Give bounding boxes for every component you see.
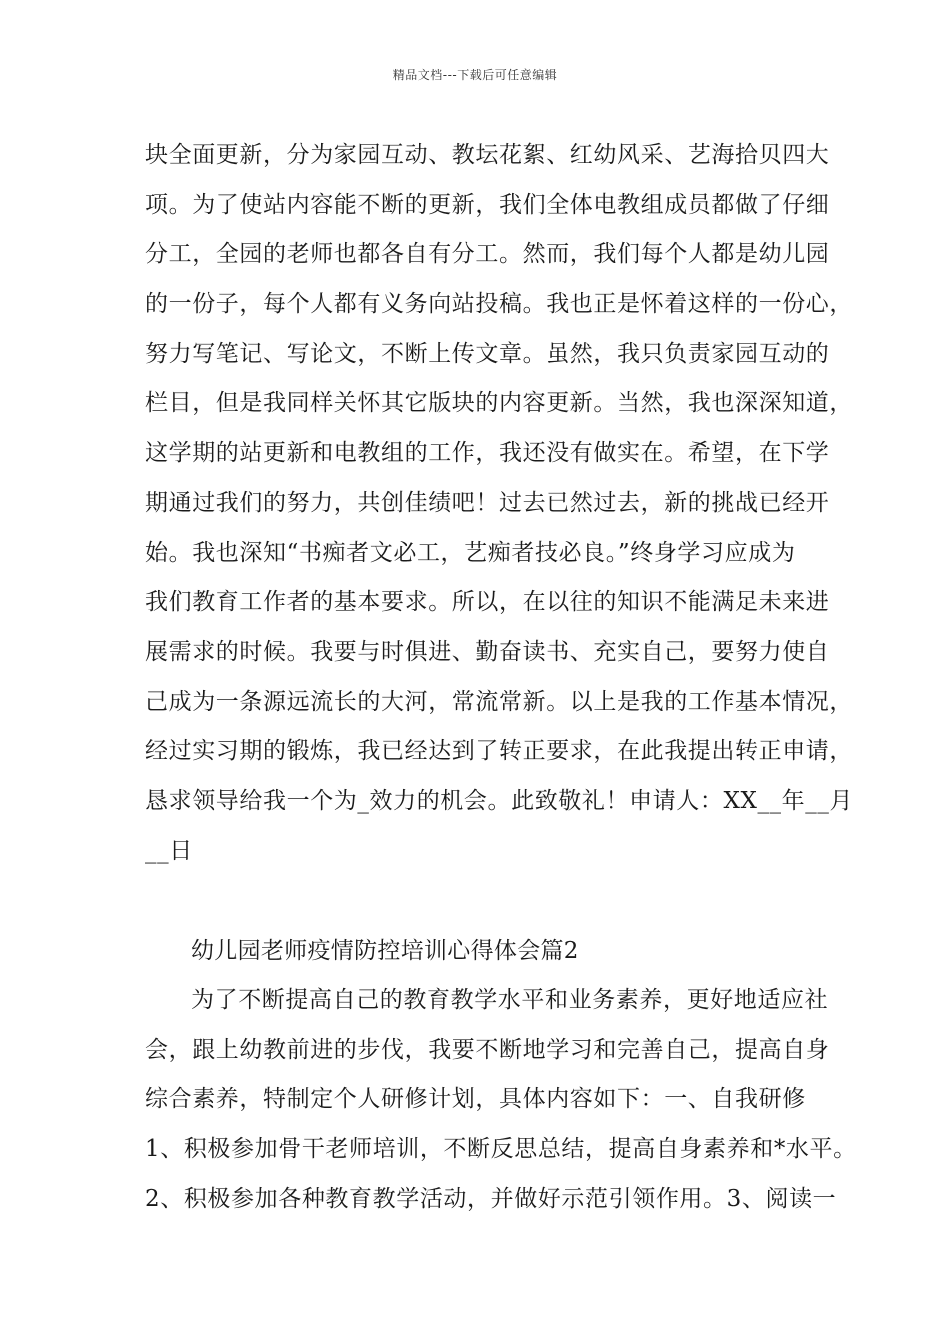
text-line: 栏目，但是我同样关怀其它版块的内容更新。当然，我也深深知道， xyxy=(145,390,853,417)
text-line: 的一份子，每个人都有义务向站投稿。我也正是怀着这样的一份心， xyxy=(145,291,853,318)
section-paragraph xyxy=(145,976,857,1224)
text-line: 我们教育工作者的基本要求。所以，在以往的知识不能满足未来进 xyxy=(145,589,830,616)
text-line: 2、积极参加各种教育教学活动，并做好示范引领作用。3、阅读一 xyxy=(145,1185,837,1212)
text-line: 分工，全园的老师也都各自有分工。然而，我们每个人都是幼儿园 xyxy=(145,241,830,268)
text-line: 会，跟上幼教前进的步伐，我要不断地学习和完善自己，提高自身 xyxy=(145,1036,830,1063)
text-line: 己成为一条源远流长的大河，常流常新。以上是我的工作基本情况， xyxy=(145,688,853,715)
text-line: 项。为了使站内容能不断的更新，我们全体电教组成员都做了仔细 xyxy=(145,191,830,218)
text-line: 1、积极参加骨干老师培训，不断反思总结，提高自身素养和*水平。 xyxy=(145,1136,857,1163)
text-line: 为了不断提高自己的教育教学水平和业务素养，更好地适应社 xyxy=(191,987,829,1013)
page-header: 精品文档---下载后可任意编辑 xyxy=(392,68,558,82)
text-line: 恳求领导给我一个为_效力的机会。此致敬礼！申请人：XX__年__月 xyxy=(145,787,854,814)
text-line: __日 xyxy=(145,837,193,864)
section-title: 幼儿园老师疫情防控培训心得体会篇2 xyxy=(191,938,579,964)
text-line: 展需求的时候。我要与时俱进、勤奋读书、充实自己，要努力使自 xyxy=(145,638,830,665)
text-line: 这学期的站更新和电教组的工作，我还没有做实在。希望，在下学 xyxy=(145,440,830,467)
text-line: 始。我也深知“书痴者文必工，艺痴者技必良。”终身学习应成为 xyxy=(145,539,796,566)
section-2 xyxy=(145,926,857,1224)
text-line: 经过实习期的锻炼，我已经达到了转正要求，在此我提出转正申请， xyxy=(145,738,853,765)
text-line: 综合素养，特制定个人研修计划，具体内容如下：一、自我研修 xyxy=(145,1086,806,1113)
body-paragraph xyxy=(145,131,854,876)
text-line: 努力写笔记、写论文，不断上传文章。虽然，我只负责家园互动的 xyxy=(145,340,830,367)
text-line: 期通过我们的努力，共创佳绩吧！过去已然过去，新的挑战已经开 xyxy=(145,489,830,516)
text-line: 块全面更新，分为家园互动、教坛花絮、红幼风采、艺海拾贝四大 xyxy=(145,142,830,168)
